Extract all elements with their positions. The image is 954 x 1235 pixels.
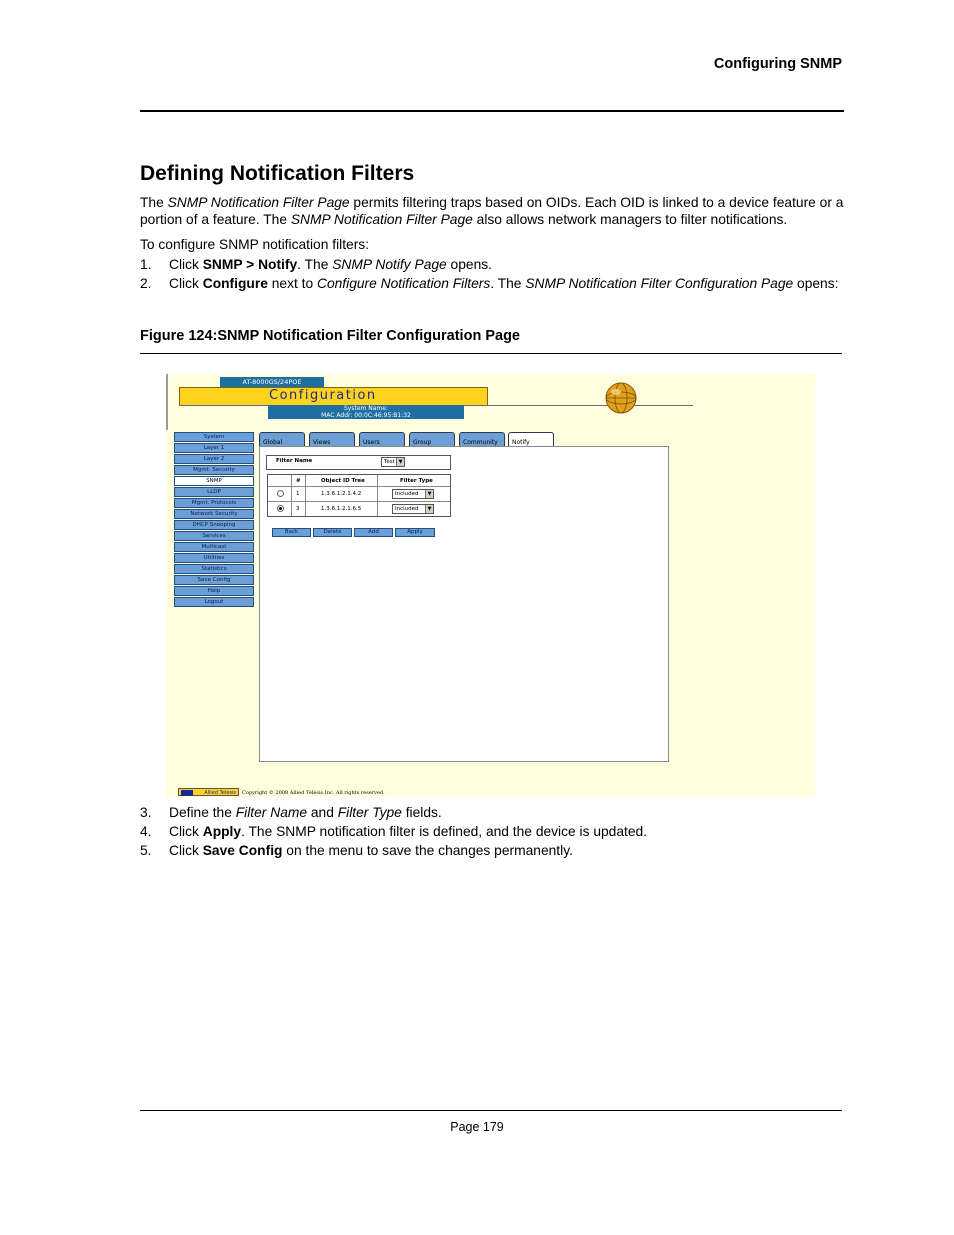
filter-table <box>267 474 451 517</box>
menu-help[interactable]: Help <box>174 586 254 596</box>
tab-views[interactable]: Views <box>309 432 355 446</box>
filter-name-label: Filter Name <box>276 458 313 464</box>
row-1-oid: 1.3.6.1.2.1.4.2 <box>321 491 362 497</box>
chevron-down-icon: ▼ <box>425 505 433 513</box>
menu-snmp[interactable]: SNMP <box>174 476 254 486</box>
intro-paragraph: The SNMP Notification Filter Page permits filtering traps based on OIDs. Each OID is linked to a device feature or a portion of a feature. The SNMP Notification Filter Page also allows network managers to filter notifications. <box>140 195 844 227</box>
tab-group[interactable]: Group <box>409 432 455 446</box>
menu-dhcp-snooping[interactable]: DHCP Snooping <box>174 520 254 530</box>
section-heading: Defining Notification Filters <box>140 162 415 185</box>
row-2-oid: 1.3.6.1.2.1.6.5 <box>321 506 362 512</box>
menu-statistics[interactable]: Statistics <box>174 564 254 574</box>
menu-mgmt-security[interactable]: Mgmt. Security <box>174 465 254 475</box>
chevron-down-icon: ▼ <box>396 458 404 466</box>
tab-community[interactable]: Community <box>459 432 505 446</box>
menu-lldp[interactable]: LLDP <box>174 487 254 497</box>
col-oid-header: Object ID Tree <box>321 478 365 484</box>
footer-rule <box>140 1110 842 1111</box>
menu-layer-1[interactable]: Layer 1 <box>174 443 254 453</box>
apply-button[interactable]: Apply <box>395 528 435 537</box>
tab-notify[interactable]: Notify <box>508 432 554 447</box>
col-type-header: Filter Type <box>400 478 433 484</box>
col-num-header: # <box>296 478 301 484</box>
tab-global[interactable]: Global <box>259 432 305 446</box>
left-edge <box>166 374 168 430</box>
header-rule <box>140 110 844 112</box>
copyright-text: Copyright © 2008 Allied Telesis Inc. All rights reserved. <box>242 790 385 796</box>
allied-telesis-logo: Allied Telesis <box>178 788 239 796</box>
filter-name-select[interactable]: Test ▼ <box>381 457 405 467</box>
menu-logout[interactable]: Logout <box>174 597 254 607</box>
delete-button[interactable]: Delete <box>313 528 352 537</box>
config-page-screenshot <box>166 374 815 797</box>
mac-address: MAC Addr: 00:0C:46:95:B1:32 <box>321 412 411 419</box>
row-2-radio[interactable] <box>277 505 284 512</box>
page-title: Configuration <box>269 388 377 403</box>
step-5: 5. Click Save Config on the menu to save the changes permanently. <box>140 843 573 858</box>
to-configure-text: To configure SNMP notification filters: <box>140 237 370 252</box>
figure-rule <box>140 353 842 354</box>
running-header: Configuring SNMP <box>713 56 842 72</box>
row-1-type-select[interactable]: Included ▼ <box>392 489 434 499</box>
menu-mgmt-protocols[interactable]: Mgmt. Protocols <box>174 498 254 508</box>
step-2: 2. Click Configure next to Configure Notification Filters. The SNMP Notification Filter Configuration Page opens: <box>140 276 839 291</box>
row-1-radio[interactable] <box>277 490 284 497</box>
add-button[interactable]: Add <box>354 528 393 537</box>
page-number: Page 179 <box>450 1120 504 1134</box>
globe-icon <box>604 381 638 415</box>
system-name-label: System Name: <box>343 405 388 412</box>
menu-services[interactable]: Services <box>174 531 254 541</box>
menu-layer-2[interactable]: Layer 2 <box>174 454 254 464</box>
figure-caption: Figure 124:SNMP Notification Filter Configuration Page <box>140 328 520 344</box>
menu-utilities[interactable]: Utilities <box>174 553 254 563</box>
menu-save-config[interactable]: Save Config <box>174 575 254 585</box>
step-3: 3. Define the Filter Name and Filter Type fields. <box>140 805 442 820</box>
tab-users[interactable]: Users <box>359 432 405 446</box>
menu-network-security[interactable]: Network Security <box>174 509 254 519</box>
step-4: 4. Click Apply. The SNMP notification filter is defined, and the device is updated. <box>140 824 648 839</box>
row-1-num: 1 <box>296 491 300 497</box>
back-button[interactable]: Back <box>272 528 311 537</box>
row-2-num: 3 <box>296 506 300 512</box>
chevron-down-icon: ▼ <box>425 490 433 498</box>
menu-system[interactable]: System <box>174 432 254 442</box>
step-1: 1. Click SNMP > Notify. The SNMP Notify Page opens. <box>140 257 492 272</box>
row-2-type-select[interactable]: Included ▼ <box>392 504 434 514</box>
model-label: AT-8000GS/24POE <box>220 377 324 387</box>
system-info-box <box>268 405 464 419</box>
menu-multicast[interactable]: Multicast <box>174 542 254 552</box>
